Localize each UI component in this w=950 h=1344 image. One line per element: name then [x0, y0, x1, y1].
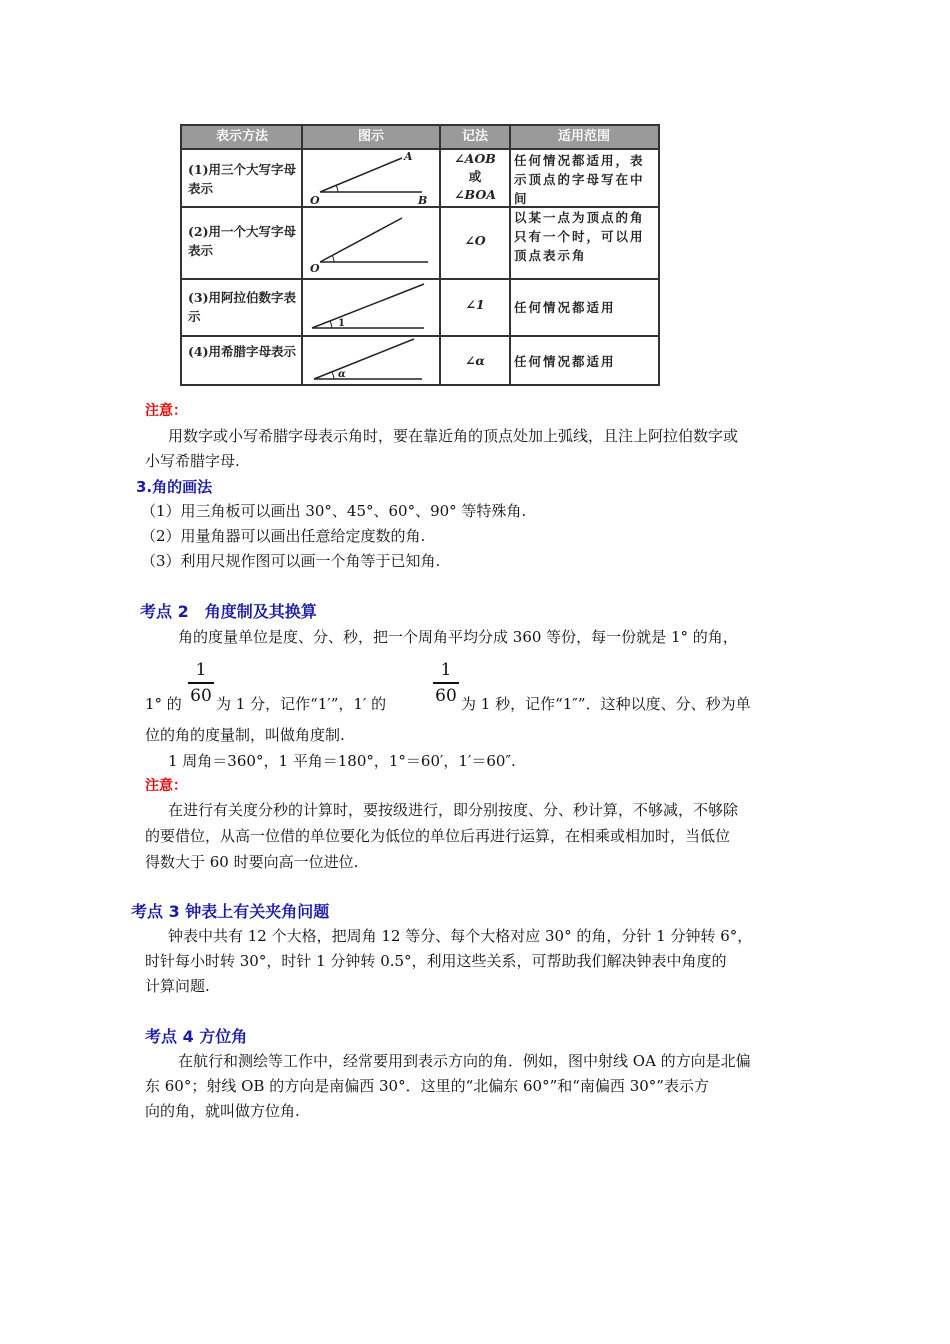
kaodian2-line4: 1 周角＝360°，1 平角＝180°，1°＝60′，1′＝60″.	[168, 752, 516, 770]
fraction-denominator: 60	[190, 685, 212, 706]
angle-notation-table	[180, 124, 660, 386]
row1-method: (1)用三个大写字母表示	[188, 162, 297, 196]
fraction-numerator: 1	[440, 660, 452, 680]
fraction-denominator: 60	[435, 685, 457, 706]
note-label: 注意：	[145, 778, 187, 794]
label-1: 1	[338, 318, 345, 329]
angle-diagram-1	[304, 280, 438, 334]
fraction-bar	[188, 682, 214, 684]
angle-diagram-aob	[304, 150, 438, 206]
kaodian2-line2-a: 1° 的	[145, 695, 182, 713]
row2-method: (2)用一个大写字母表示	[188, 224, 297, 258]
note1-line1: 用数字或小写希腊字母表示角时，要在靠近角的顶点处加上弧线，且注上阿拉伯数字或	[168, 427, 739, 445]
notation-or: 或	[468, 169, 482, 184]
fraction-1-60	[188, 660, 214, 706]
label-b: B	[418, 194, 428, 206]
table-divider	[509, 126, 511, 384]
row2-scope: 以某一点为顶点的角只有一个时，可以用顶点表示角	[514, 210, 645, 263]
fraction-1-60	[433, 660, 459, 706]
kaodian2-note3: 得数大于 60 时要向高一位进位.	[145, 853, 359, 871]
row4-scope: 任何情况都适用	[514, 354, 616, 369]
notation-aob: ∠AOB	[454, 151, 496, 166]
section3-item3: （3）利用尺规作图可以画一个角等于已知角.	[141, 552, 441, 570]
kaodian4-line2: 东 60°；射线 OB 的方向是南偏西 30°．这里的“北偏东 60°”和“南偏西 30°”表示方	[145, 1077, 709, 1095]
header-notation: 记法	[461, 129, 488, 144]
header-scope: 适用范围	[557, 129, 610, 144]
row3-notation: ∠1	[465, 297, 485, 312]
angle-diagram-alpha	[304, 337, 438, 385]
header-method: 表示方法	[215, 129, 268, 144]
note-label: 注意：	[145, 403, 187, 419]
kaodian2-title: 考点 2 角度制及其换算	[140, 602, 317, 621]
section3-item2: （2）用量角器可以画出任意给定度数的角.	[141, 527, 426, 545]
kaodian3-line2: 时针每小时转 30°，时针 1 分钟转 0.5°，利用这些关系，可帮助我们解决钟表中角度的	[145, 952, 727, 970]
row4-notation: ∠α	[464, 353, 486, 368]
label-alpha: α	[338, 369, 346, 380]
label-o: O	[310, 262, 320, 275]
row3-scope: 任何情况都适用	[514, 300, 616, 315]
label-a: A	[404, 150, 413, 163]
section3-item1: （1）用三角板可以画出 30°、45°、60°、90° 等特殊角.	[141, 502, 527, 520]
fraction-numerator: 1	[195, 660, 207, 680]
kaodian2-line2-c: 为 1 秒，记作“1″”．这种以度、分、秒为单	[461, 695, 751, 713]
row2-notation: ∠O	[464, 233, 486, 248]
kaodian2-note1: 在进行有关度分秒的计算时，要按级进行，即分别按度、分、秒计算，不够减，不够除	[168, 801, 739, 819]
kaodian4-line1: 在航行和测绘等工作中，经常要用到表示方向的角．例如，图中射线 OA 的方向是北偏	[178, 1052, 751, 1070]
table-divider	[439, 126, 441, 384]
kaodian2-line1: 角的度量单位是度、分、秒，把一个周角平均分成 360 等份，每一份就是 1° 的角，	[178, 628, 738, 646]
row3-method: (3)用阿拉伯数字表示	[188, 290, 297, 324]
kaodian4-title: 考点 4 方位角	[145, 1027, 248, 1046]
kaodian3-title: 考点 3 钟表上有关夹角问题	[131, 902, 330, 921]
angle-diagram-o	[304, 210, 438, 276]
row1-scope: 任何情况都适用，表示顶点的字母写在中间	[514, 153, 645, 206]
label-o: O	[310, 194, 320, 206]
kaodian2-line3: 位的角的度量制，叫做角度制.	[145, 726, 345, 744]
header-diagram: 图示	[357, 129, 384, 144]
kaodian2-note2: 的要借位，从高一位借的单位要化为低位的单位后再进行运算，在相乘或相加时，当低位	[145, 827, 731, 845]
kaodian2-line2-b: 为 1 分，记作“1′”，1′ 的	[216, 695, 387, 713]
kaodian4-line3: 向的角，就叫做方位角.	[145, 1102, 300, 1120]
note1-line2: 小写希腊字母.	[145, 452, 240, 470]
table-divider	[301, 126, 303, 384]
section3-title: 3.角的画法	[136, 478, 213, 496]
table-header	[182, 126, 658, 148]
row1-notation	[442, 150, 508, 204]
kaodian3-line3: 计算问题.	[145, 977, 210, 995]
notation-boa: ∠BOA	[454, 187, 496, 202]
row4-method: (4)用希腊字母表示	[188, 344, 297, 359]
fraction-bar	[433, 682, 459, 684]
kaodian3-line1: 钟表中共有 12 个大格，把周角 12 等分、每个大格对应 30° 的角，分针 1 分钟转 6°，	[168, 927, 753, 945]
